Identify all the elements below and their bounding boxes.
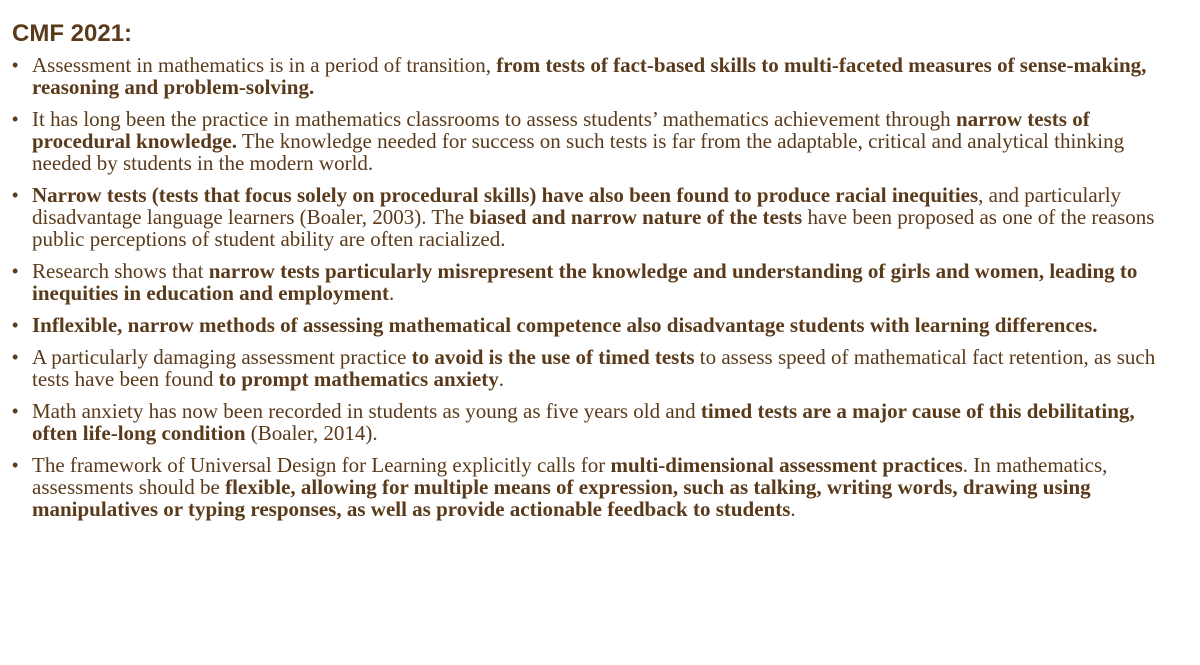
bullet-item bbox=[12, 108, 1184, 174]
bullet-bold-text: Narrow tests (tests that focus solely on procedural skills) have also been found to produce racial inequities bbox=[32, 183, 979, 207]
bullet-bold-text: narrow tests of procedural knowledge. bbox=[32, 107, 1090, 153]
bullet-text: A particularly damaging assessment practice bbox=[32, 345, 412, 369]
bullet-bold-text: from tests of fact-based skills to multi-faceted measures of sense-making, reasoning and problem-solving. bbox=[32, 53, 1147, 99]
bullet-item bbox=[12, 260, 1184, 304]
bullet-item bbox=[12, 454, 1184, 520]
bullet-list bbox=[12, 54, 1184, 520]
bullet-text: (Boaler, 2014). bbox=[245, 421, 378, 445]
bullet-text: The framework of Universal Design for Learning explicitly calls for bbox=[32, 453, 611, 477]
bullet-item bbox=[12, 314, 1184, 336]
bullet-item bbox=[12, 400, 1184, 444]
bullet-text: have been proposed as one of the reasons public perceptions of student ability are often racialized. bbox=[32, 205, 1155, 251]
bullet-item bbox=[12, 346, 1184, 390]
bullet-bold-text: to avoid is the use of timed tests bbox=[411, 345, 695, 369]
bullet-text: It has long been the practice in mathematics classrooms to assess students’ mathematics achievement through bbox=[32, 107, 956, 131]
bullet-text: . In mathematics, assessments should be bbox=[32, 453, 1108, 499]
bullet-item bbox=[12, 184, 1184, 250]
bullet-bold-text: narrow tests particularly misrepresent the knowledge and understanding of girls and women, leading to inequities in education and employment bbox=[32, 259, 1138, 305]
slide-title: CMF 2021: bbox=[12, 20, 133, 47]
bullet-text: Research shows that bbox=[32, 259, 209, 283]
bullet-bold-text: biased and narrow nature of the tests bbox=[469, 205, 803, 229]
bullet-bold-text: flexible, allowing for multiple means of expression, such as talking, writing words, drawing using manipulatives or typing responses, as well as provide actionable feedback to students bbox=[32, 475, 1091, 521]
bullet-text: Assessment in mathematics is in a period of transition, bbox=[32, 53, 497, 77]
bullet-text: The knowledge needed for success on such tests is far from the adaptable, critical and analytical thinking needed by students in the modern world. bbox=[32, 129, 1125, 175]
bullet-text: . bbox=[790, 497, 796, 521]
bullet-bold-text: to prompt mathematics anxiety bbox=[218, 367, 499, 391]
bullet-bold-text: Inflexible, narrow methods of assessing mathematical competence also disadvantage students with learning differences. bbox=[32, 313, 1098, 337]
bullet-text: Math anxiety has now been recorded in students as young as five years old and bbox=[32, 399, 701, 423]
bullet-text: , and particularly disadvantage language learners (Boaler, 2003). The bbox=[32, 183, 1122, 229]
bullet-text: . bbox=[389, 281, 395, 305]
bullet-bold-text: multi-dimensional assessment practices bbox=[610, 453, 963, 477]
bullet-text: . bbox=[498, 367, 505, 391]
bullet-bold-text: timed tests are a major cause of this debilitating, often life-long condition bbox=[32, 399, 1135, 445]
bullet-text: to assess speed of mathematical fact retention, as such tests have been found bbox=[32, 345, 1156, 391]
bullet-item bbox=[12, 54, 1184, 98]
